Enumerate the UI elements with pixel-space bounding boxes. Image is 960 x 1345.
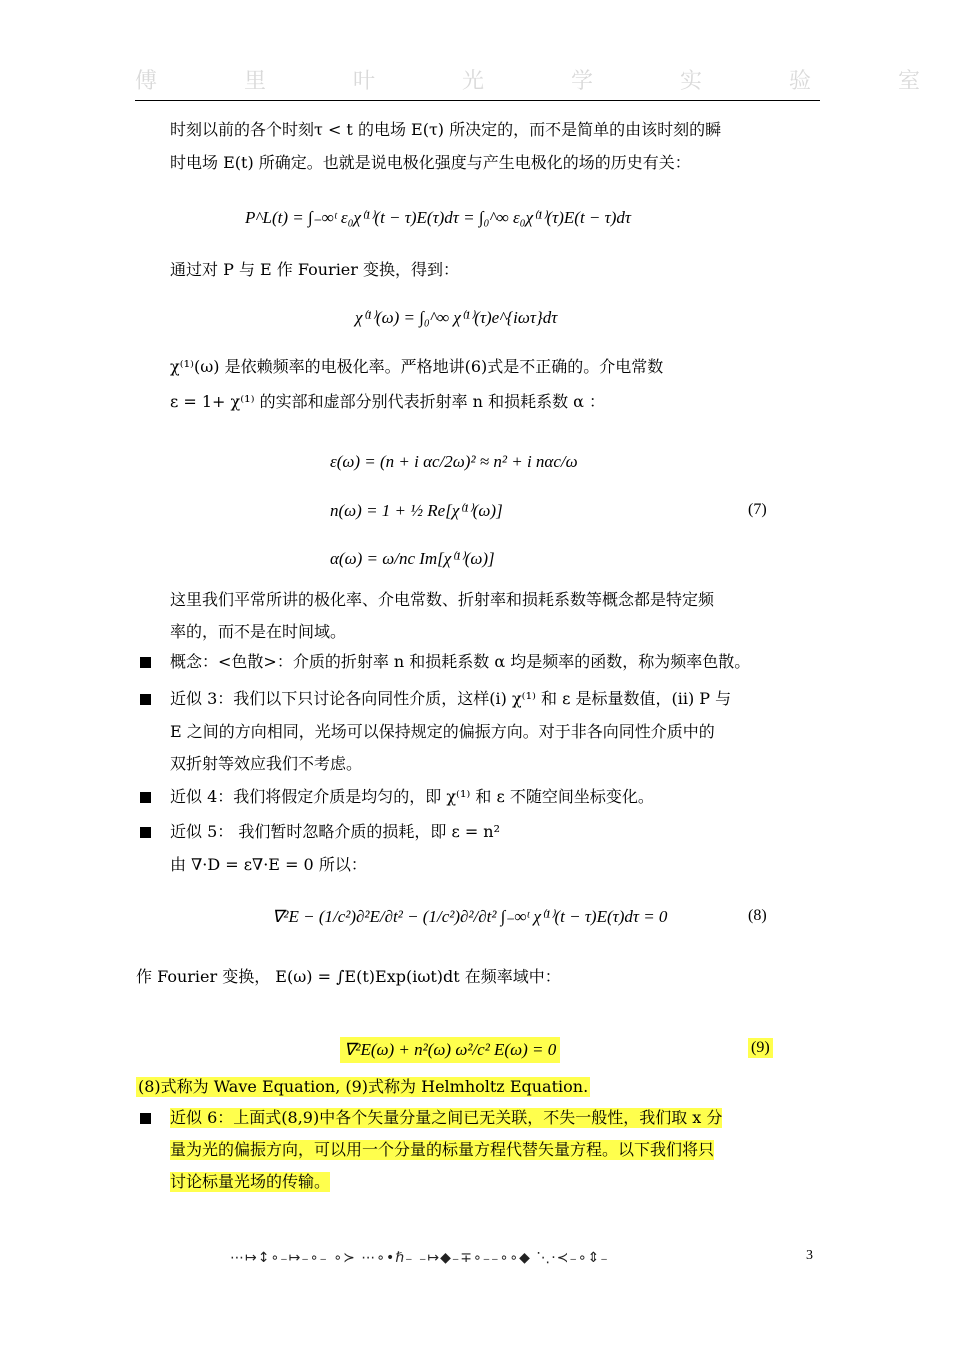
bullet-square — [140, 792, 151, 803]
bullet-text: 近似 3：我们以下只讨论各向同性介质，这样(i) χ⁽¹⁾ 和 ε 是标量数值，(ii) P 与 — [170, 689, 732, 708]
paragraph-line: 这里我们平常所讲的极化率、介电常数、折射率和损耗系数等概念都是特定频 — [170, 590, 715, 609]
bullet-text: E 之间的方向相同，光场可以保持规定的偏振方向。对于非各向同性介质中的 — [170, 722, 715, 741]
bullet-square — [140, 827, 151, 838]
bullet-text-highlighted: 讨论标量光场的传输。 — [170, 1172, 331, 1191]
page-number: 3 — [806, 1248, 813, 1263]
bullet-text: 近似 5： 我们暂时忽略介质的损耗，即 ε = n² — [170, 822, 501, 841]
paragraph-line: 时电场 E(t) 所确定。也就是说电极化强度与产生电极化的场的历史有关： — [170, 153, 691, 172]
equation-number-9: (9) — [748, 1038, 773, 1058]
paragraph-line: χ⁽¹⁾(ω) 是依赖频率的电极化率。严格地讲(6)式是不正确的。介电常数 — [170, 357, 664, 376]
equation-helmholtz: ∇²E(ω) + n²(ω) ω²/c² E(ω) = 0 — [340, 1037, 560, 1063]
paragraph-line: 通过对 P 与 E 作 Fourier 变换，得到： — [170, 260, 460, 279]
paragraph-line: 率的，而不是在时间域。 — [170, 622, 347, 641]
bullet-square — [140, 657, 151, 668]
equation-chi: χ⁽¹⁾(ω) = ∫₀^∞ χ⁽¹⁾(τ)e^{iωτ}dτ — [355, 308, 558, 327]
paragraph-line: 作 Fourier 变换， E(ω) = ∫E(t)Exp(iωt)dt 在频率域中： — [136, 967, 561, 986]
paragraph-line-highlighted: (8)式称为 Wave Equation, (9)式称为 Helmholtz Equation. — [138, 1077, 589, 1096]
paragraph-line: 由 ∇·D = ε∇·E = 0 所以： — [170, 855, 367, 874]
bullet-text-highlighted: 量为光的偏振方向，可以用一个分量的标量方程代替矢量方程。以下我们将只 — [170, 1140, 715, 1159]
equation-number-8: (8) — [748, 907, 767, 924]
equation-epsilon: ε(ω) = (n + i αc/2ω)² ≈ n² + i nαc/ω — [330, 452, 578, 471]
equation-number-7: (7) — [748, 501, 767, 518]
bullet-square — [140, 694, 151, 705]
paragraph-line: ε = 1+ χ⁽¹⁾ 的实部和虚部分别代表折射率 n 和损耗系数 α ： — [170, 392, 606, 411]
bullet-text-highlighted: 近似 6：上面式(8,9)中各个矢量分量之间已无关联，不失一般性，我们取 x 分 — [170, 1108, 723, 1127]
page-footer: ⋯↦↕∘₋↦₋∘₋ ∘≻ ⋯∘•ℏ₋ ₋↦◆₋∓∘₋₋∘∘◆ ⋱⋅≺₋∘⇕₋ — [230, 1250, 609, 1266]
equation-wave: ∇²E − (1/c²)∂²E/∂t² − (1/c²)∂²/∂t² ∫₋∞ᵗ χ⁽¹⁾(t − τ)E(τ)dτ = 0 — [272, 907, 668, 926]
page-header: 傅 里 叶 光 学 实 验 室 — [135, 68, 820, 101]
bullet-text: 双折射等效应我们不考虑。 — [170, 754, 363, 773]
bullet-text: 近似 4：我们将假定介质是均匀的，即 χ⁽¹⁾ 和 ε 不随空间坐标变化。 — [170, 787, 654, 806]
equation-polarization: P^L(t) = ∫₋∞ᵗ ε₀χ⁽¹⁾(t − τ)E(τ)dτ = ∫₀^∞ ε₀χ⁽¹⁾(τ)E(t − τ)dτ — [245, 208, 631, 227]
equation-n: n(ω) = 1 + ½ Re[χ⁽¹⁾(ω)] — [330, 501, 503, 520]
bullet-text: 概念：<色散>：介质的折射率 n 和损耗系数 α 均是频率的函数，称为频率色散。 — [170, 652, 751, 671]
equation-alpha: α(ω) = ω/nc Im[χ⁽¹⁾(ω)] — [330, 549, 495, 568]
bullet-square — [140, 1113, 151, 1124]
paragraph-line: 时刻以前的各个时刻τ < t 的电场 E(τ) 所决定的，而不是简单的由该时刻的瞬 — [170, 120, 722, 139]
